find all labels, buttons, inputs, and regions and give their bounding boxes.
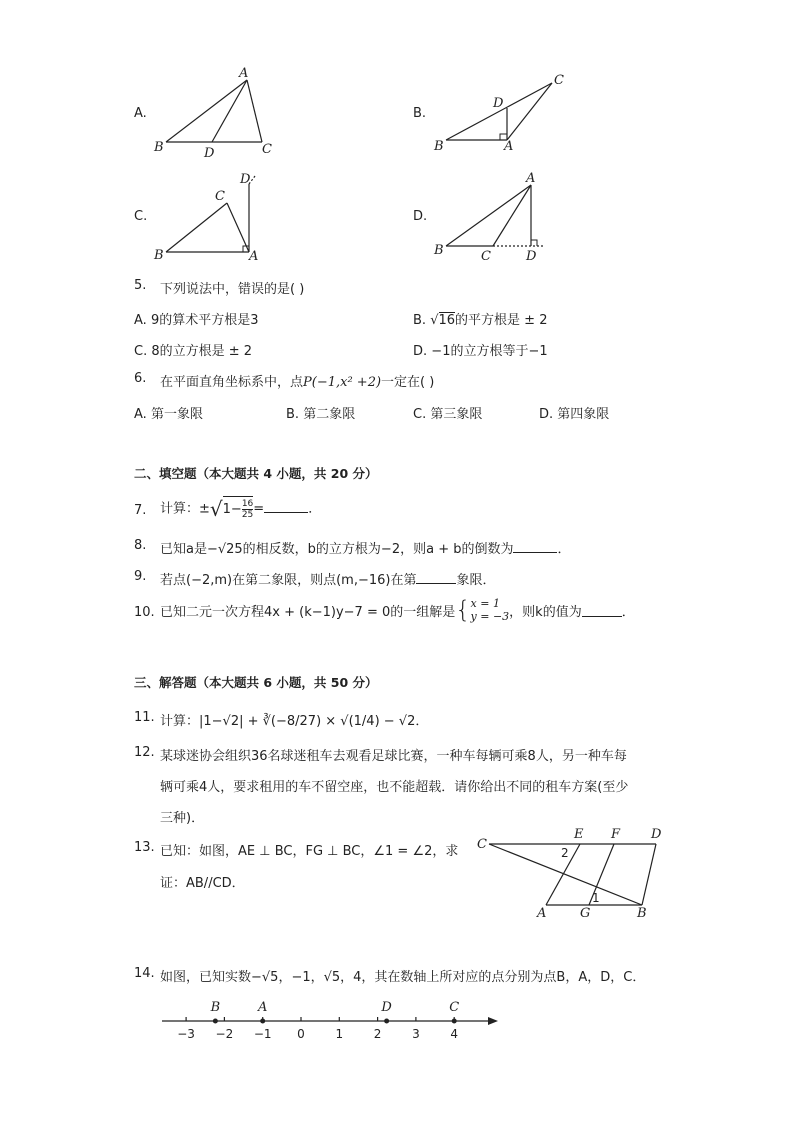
q13-point-f: F	[611, 827, 621, 842]
option-c-label: C.	[134, 209, 148, 224]
q6-c-text: 第三象限	[430, 407, 483, 422]
q5-a-label: A.	[134, 313, 147, 328]
q13-line-1: 已知：如图，AE ⊥ BC，FG ⊥ BC，∠1 = ∠2，求	[160, 844, 459, 859]
fig-d-point-c: C	[481, 249, 491, 264]
q7-post: =	[253, 501, 265, 517]
q8-text: 已知a是−√25的相反数，b的立方根为−2，则a + b的倒数为	[160, 542, 514, 557]
q8-stem: 已知a是−√25的相反数，b的立方根为−2，则a + b的倒数为 ．	[160, 542, 571, 557]
q10-stem: 已知二元一次方程4x + (k−1)y−7 = 0的一组解是{ x = 1 y = −3 ，则k的值为 ．	[160, 596, 635, 624]
q13-line-2: 证：AB//CD．	[160, 876, 245, 891]
q13-point-a: A	[537, 906, 547, 921]
tick-label: 2	[373, 1027, 382, 1041]
q14-stem: 如图，已知实数−√5，−1，√5，4，其在数轴上所对应的点分别为点B，A，D，C．	[160, 970, 646, 985]
q6-point: P(−1,x² +2)	[303, 375, 382, 390]
q9-text-pre: 若点(−2,m)在第二象限，则点(m,−16)在第	[160, 573, 417, 588]
q5-number: 5.	[134, 278, 147, 293]
q5-d-text: −1的立方根等于−1	[431, 344, 548, 359]
q13-point-d: D	[651, 827, 662, 842]
q6-b-label: B.	[286, 407, 300, 422]
brace-icon: {	[455, 596, 471, 624]
option-a-label: A.	[134, 106, 147, 121]
tick-label: 0	[297, 1027, 305, 1041]
fig-c-point-b: B	[154, 248, 164, 263]
fig-b-point-a: A	[504, 139, 514, 154]
q12-number: 12.	[134, 745, 155, 760]
sqrt-sign: √	[209, 497, 223, 521]
q14-number: 14.	[134, 966, 155, 981]
q5-a-text: 9的算术平方根是3	[150, 313, 259, 328]
q7-number: 7.	[134, 503, 147, 518]
q5-b-radicand: 16	[438, 313, 456, 328]
q7-stem: 计算：±√1− $\frac{16}{25}$ = ．	[160, 497, 322, 521]
q10-text-pre: 已知二元一次方程4x + (k−1)y−7 = 0的一组解是	[160, 604, 456, 620]
q5-d-label: D.	[413, 344, 428, 359]
sqrt-sign: √	[430, 313, 439, 328]
point-marker	[384, 1019, 389, 1024]
point-marker	[260, 1019, 265, 1024]
q12-line-3: 三种)．	[160, 811, 205, 826]
tick-label: 3	[412, 1027, 420, 1041]
q10-number: 10.	[134, 605, 155, 620]
point-marker	[213, 1019, 218, 1024]
q5-stem: 下列说法中，错误的是( )	[160, 282, 305, 297]
q5-b-label: B.	[413, 313, 427, 328]
fig-d-point-b: B	[434, 243, 444, 258]
q6-number: 6.	[134, 371, 147, 386]
q11-stem: 计算：|1−√2| + ∛(−8/27) × √(1/4) − √2．	[160, 714, 429, 729]
fig-c-point-c: C	[215, 189, 225, 204]
q10-sol-x: x = 1	[470, 597, 500, 610]
q6-text-pre: 在平面直角坐标系中，点	[160, 375, 304, 390]
q13-point-b: B	[637, 906, 647, 921]
q13-point-g: G	[580, 906, 591, 921]
q6-d-text: 第四象限	[557, 407, 610, 422]
q6-c-label: C.	[413, 407, 427, 422]
q10-sol-y: y = −3	[470, 610, 510, 623]
q5-c-label: C.	[134, 344, 148, 359]
point-label: D	[381, 1000, 392, 1015]
fig-b-point-d: D	[493, 96, 504, 111]
fig-a-point-a: A	[239, 66, 249, 81]
q13-angle-1: 1	[592, 891, 600, 905]
point-label: B	[210, 1000, 221, 1015]
q9-text-post: 象限．	[456, 573, 496, 588]
q5-b-text: 的平方根是 ± 2	[455, 313, 548, 328]
q13-angle-2: 2	[561, 846, 569, 860]
point-marker	[452, 1019, 457, 1024]
q7-denominator: 25	[241, 509, 254, 520]
tick-label: −3	[177, 1027, 195, 1041]
fig-a-point-d: D	[204, 146, 215, 161]
q9-number: 9.	[134, 569, 147, 584]
fig-c-point-a: A	[249, 249, 259, 264]
fig-c-point-d: D	[240, 172, 251, 187]
tick-label: −2	[215, 1027, 234, 1041]
q12-line-2: 辆可乘4人，要求租用的车不留空座，也不能超载．请你给出不同的租车方案(至少	[160, 780, 629, 795]
tick-label: 4	[450, 1027, 459, 1041]
fig-d-point-d: D	[526, 249, 537, 264]
q6-a-label: A.	[134, 407, 147, 422]
q7-one: 1−	[222, 501, 242, 517]
q8-number: 8.	[134, 538, 147, 553]
q11-number: 11.	[134, 710, 155, 725]
fig-a-point-b: B	[154, 140, 164, 155]
q6-text-post: 一定在( )	[381, 375, 435, 390]
option-d-label: D.	[413, 209, 428, 224]
q12-line-1: 某球迷协会组织36名球迷租车去观看足球比赛，一种车每辆可乘8人，另一种车每	[160, 749, 627, 764]
section-2-title: 二、填空题（本大题共 4 小题，共 20 分）	[134, 466, 378, 481]
section-3-title: 三、解答题（本大题共 6 小题，共 50 分）	[134, 675, 378, 690]
q6-a-text: 第一象限	[150, 407, 203, 422]
q6-d-label: D.	[539, 407, 554, 422]
q7-numerator: 16	[241, 498, 254, 509]
fig-b-point-c: C	[554, 73, 564, 88]
q6-b-text: 第二象限	[303, 407, 356, 422]
q13-point-e: E	[574, 827, 584, 842]
arrow-right-icon	[488, 1017, 498, 1025]
q7-pre: 计算：±	[160, 501, 210, 517]
tick-label: −1	[253, 1027, 272, 1041]
fig-b-point-b: B	[434, 139, 444, 154]
q5-c-text: 8的立方根是 ± 2	[151, 344, 253, 359]
tick-label: 1	[335, 1027, 344, 1041]
option-b-label: B.	[413, 106, 427, 121]
fig-d-point-a: A	[526, 171, 536, 186]
point-label: A	[258, 1000, 268, 1015]
q13-point-c: C	[477, 837, 487, 852]
fig-a-point-c: C	[262, 142, 272, 157]
q10-text-post: ，则k的值为	[509, 604, 582, 620]
q13-number: 13.	[134, 840, 155, 855]
point-label: C	[449, 1000, 460, 1015]
